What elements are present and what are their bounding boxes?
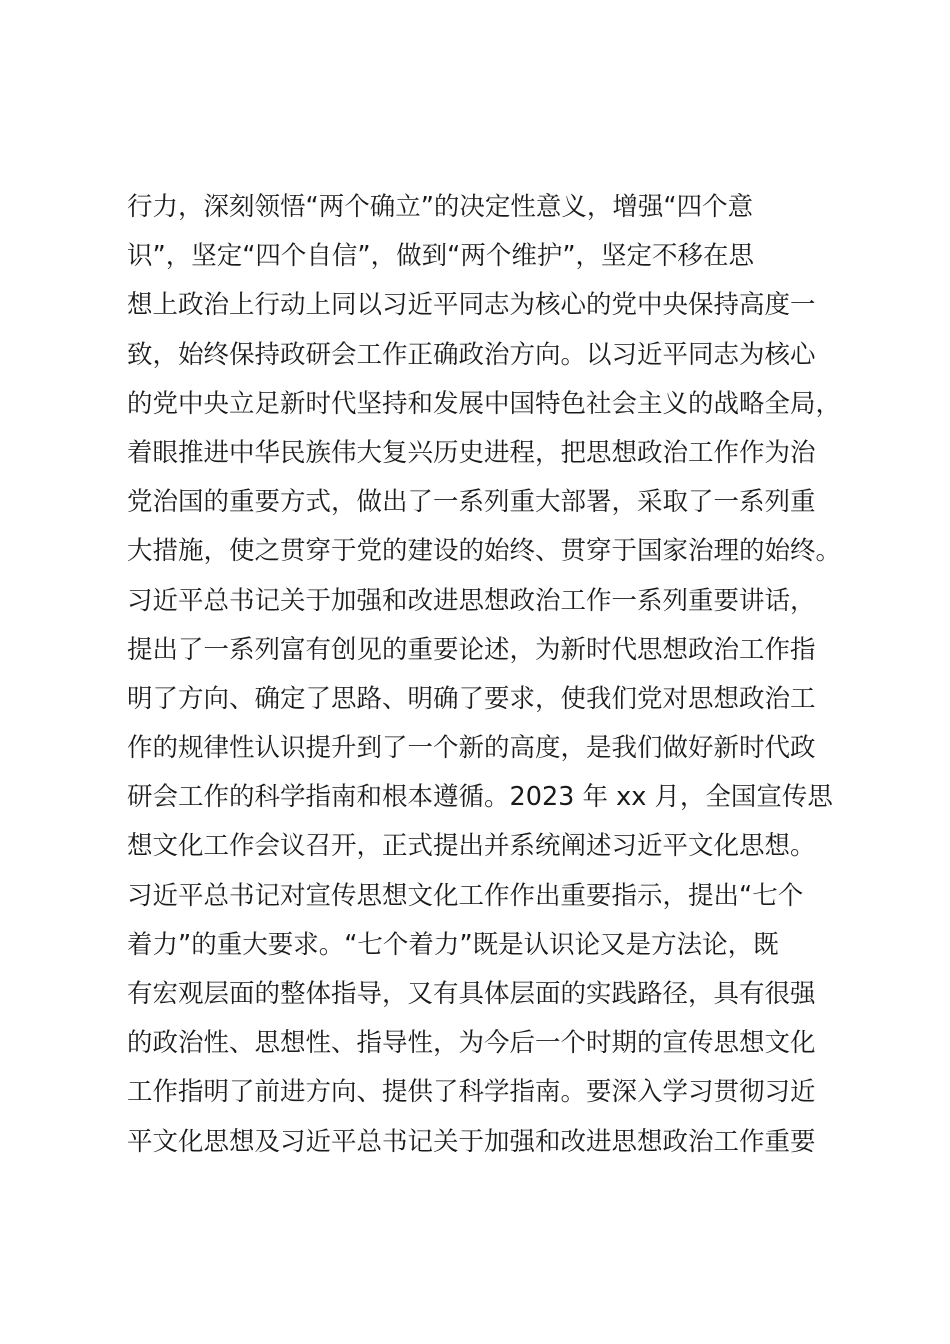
text-line: 提出了一系列富有创见的重要论述，为新时代思想政治工作指 — [127, 634, 816, 665]
text-line: 的党中央立足新时代坚持和发展中国特色社会主义的战略全局， — [127, 388, 842, 419]
body-paragraph — [127, 183, 847, 1167]
text-line: 着眼推进中华民族伟大复兴历史进程，把思想政治工作作为治 — [127, 437, 816, 468]
text-line: 致，始终保持政研会工作正确政治方向。以习近平同志为核心 — [127, 339, 816, 370]
text-line: 想文化工作会议召开，正式提出并系统阐述习近平文化思想。 — [127, 831, 816, 862]
text-line: 的政治性、思想性、指导性，为今后一个时期的宣传思想文化 — [127, 1028, 816, 1059]
text-line: 平文化思想及习近平总书记关于加强和改进思想政治工作重要 — [127, 1126, 816, 1157]
text-line: 着力”的重大要求。“七个着力”既是认识论又是方法论，既 — [127, 929, 779, 960]
text-line: 识”，坚定“四个自信”，做到“两个维护”，坚定不移在思 — [127, 241, 755, 272]
text-line: 明了方向、确定了思路、明确了要求，使我们党对思想政治工 — [127, 683, 816, 714]
text-line: 行力，深刻领悟“两个确立”的决定性意义，增强“四个意 — [127, 192, 754, 222]
text-line: 大措施，使之贯穿于党的建设的始终、贯穿于国家治理的始终。 — [127, 536, 842, 567]
text-line: 有宏观层面的整体指导，又有具体层面的实践路径，具有很强 — [127, 979, 816, 1009]
text-line: 作的规律性认识提升到了一个新的高度，是我们做好新时代政 — [127, 733, 816, 764]
text-line: 研会工作的科学指南和根本遵循。2023 年 xx 月，全国宣传思 — [127, 782, 833, 813]
text-line: 工作指明了前进方向、提供了科学指南。要深入学习贯彻习近 — [127, 1077, 816, 1108]
text-line: 习近平总书记对宣传思想文化工作作出重要指示，提出“七个 — [127, 880, 804, 911]
text-line: 想上政治上行动上同以习近平同志为核心的党中央保持高度一 — [127, 290, 816, 321]
text-line: 习近平总书记关于加强和改进思想政治工作一系列重要讲话， — [127, 585, 816, 616]
text-line: 党治国的重要方式，做出了一系列重大部署，采取了一系列重 — [127, 487, 816, 518]
